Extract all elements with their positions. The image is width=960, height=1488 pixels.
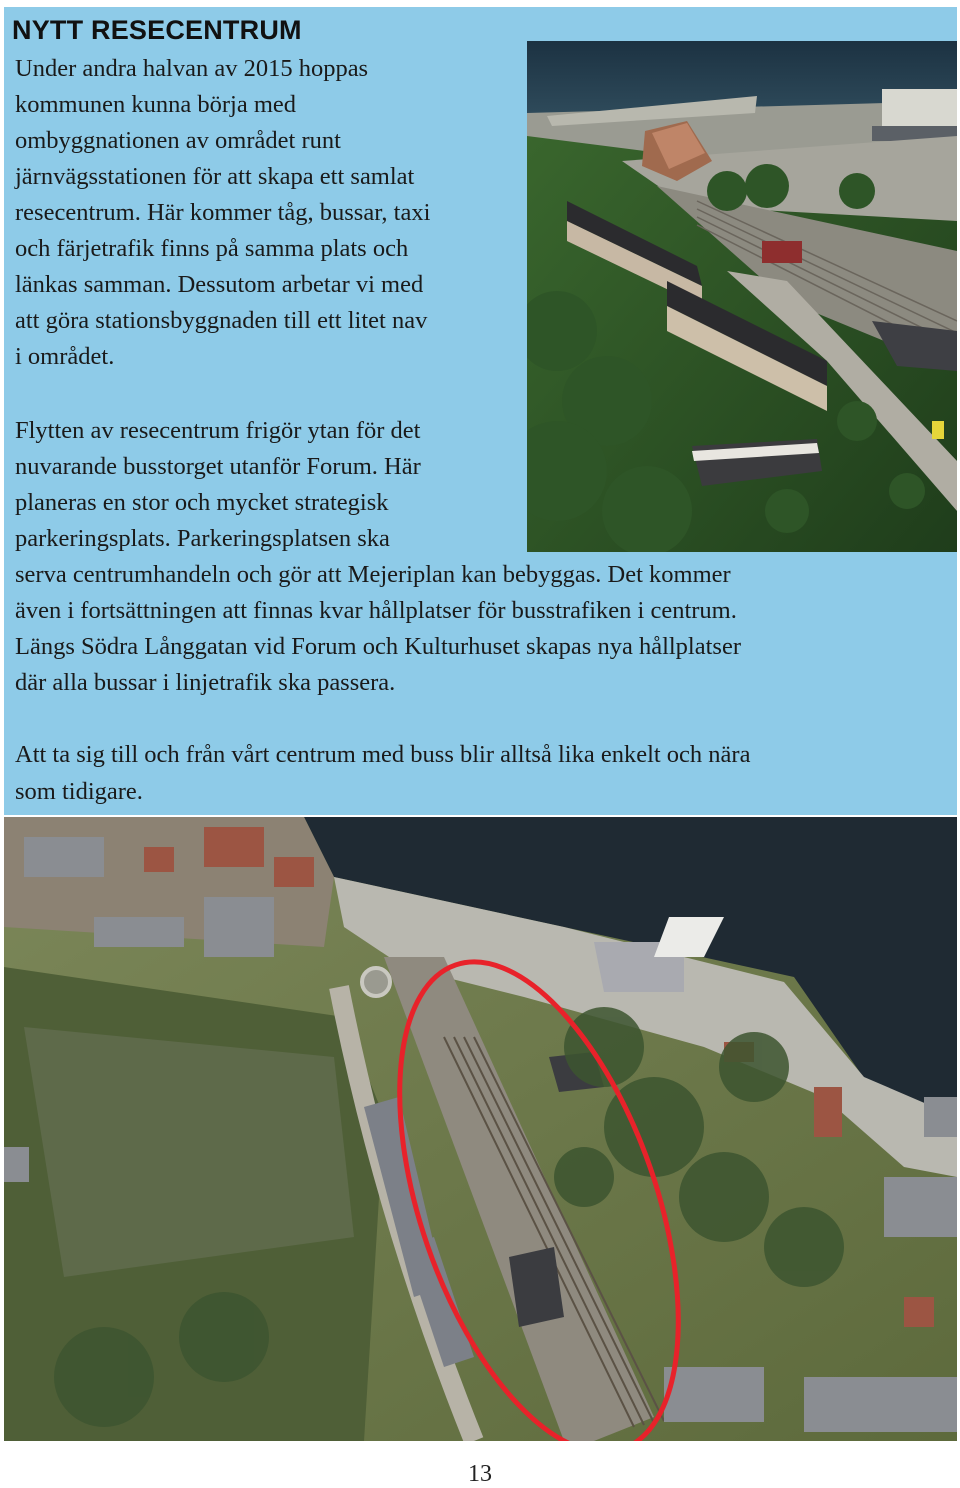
body-text-line: Att ta sig till och från vårt centrum med buss blir alltså lika enkelt och nära bbox=[15, 741, 751, 768]
body-text-line: länkas samman. Dessutom arbetar vi med bbox=[15, 271, 424, 298]
body-text-line: där alla bussar i linjetrafik ska passera. bbox=[15, 669, 396, 696]
body-text-line: serva centrumhandeln och gör att Mejeriplan kan bebyggas. Det kommer bbox=[15, 561, 731, 588]
body-text-line: nuvarande busstorget utanför Forum. Här bbox=[15, 453, 421, 480]
body-text-line: planeras en stor och mycket strategisk bbox=[15, 489, 389, 516]
body-text-line: kommunen kunna börja med bbox=[15, 91, 297, 118]
body-text-line: Under andra halvan av 2015 hoppas bbox=[15, 55, 369, 82]
satellite-map-photo bbox=[4, 817, 957, 1441]
body-text-line: Längs Södra Långgatan vid Forum och Kulturhuset skapas nya hållplatser bbox=[15, 633, 741, 660]
body-text-line: Flytten av resecentrum frigör ytan för det bbox=[15, 417, 421, 444]
aerial-photo bbox=[527, 41, 957, 552]
body-text-line: i området. bbox=[15, 343, 115, 370]
body-text-line: järnvägsstationen för att skapa ett samlat bbox=[15, 163, 415, 190]
body-text-line: parkeringsplats. Parkeringsplatsen ska bbox=[15, 525, 390, 552]
body-text-line: även i fortsättningen att finnas kvar hållplatser för busstrafiken i centrum. bbox=[15, 597, 737, 624]
body-text-line: som tidigare. bbox=[15, 778, 143, 805]
page-heading: NYTT RESECENTRUM bbox=[12, 15, 302, 45]
body-text-line: ombyggnationen av området runt bbox=[15, 127, 341, 154]
body-text-line: och färjetrafik finns på samma plats och bbox=[15, 235, 409, 262]
body-text-line: att göra stationsbyggnaden till ett litet nav bbox=[15, 307, 428, 334]
body-text-line: resecentrum. Här kommer tåg, bussar, taxi bbox=[15, 199, 431, 226]
page-number: 13 bbox=[468, 1461, 492, 1487]
